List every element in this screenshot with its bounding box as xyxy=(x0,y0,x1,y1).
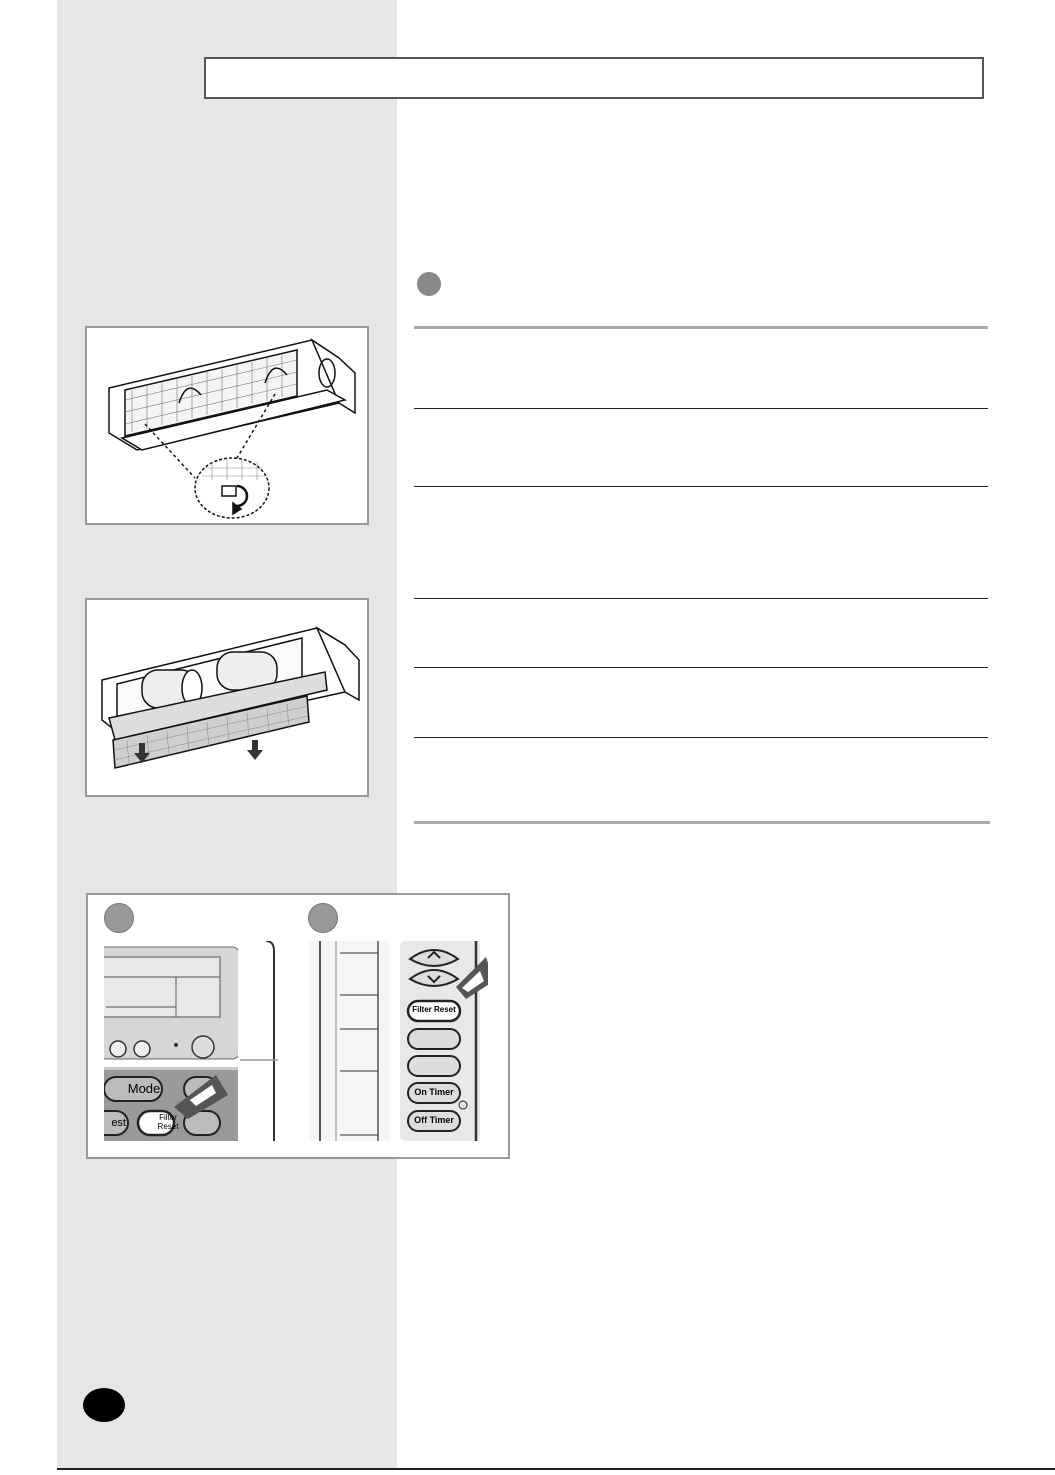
table-row-divider xyxy=(414,737,988,738)
table-row-divider xyxy=(414,408,988,409)
page-title-box xyxy=(204,57,984,99)
indoor-unit-filter-latch-illustration xyxy=(85,326,369,525)
filter-reset-top-label: Filter xyxy=(159,1113,177,1122)
table-row-divider xyxy=(414,667,988,668)
unit-filter-drawing xyxy=(87,600,369,797)
table-row-divider xyxy=(414,486,988,487)
filter-reset-button-right-label: Filter Reset xyxy=(412,1005,456,1014)
table-top-rule xyxy=(414,326,988,329)
bottom-rule xyxy=(57,1468,1055,1470)
off-timer-button-label: Off Timer xyxy=(414,1115,454,1125)
section-bullet xyxy=(417,272,441,296)
mode-button-label: Mode xyxy=(127,1081,161,1096)
indoor-unit-filter-removal-illustration xyxy=(85,598,369,797)
on-timer-button-label: On Timer xyxy=(414,1087,454,1097)
table-bottom-rule xyxy=(414,821,990,824)
unit-latch-drawing xyxy=(87,328,369,525)
remote-control-panels-figure xyxy=(86,893,510,1159)
table-row-divider xyxy=(414,598,988,599)
filter-reset-bottom-label: Reset xyxy=(157,1122,179,1131)
test-button-label: est xyxy=(111,1117,126,1129)
page-number-badge xyxy=(83,1388,125,1422)
filter-reset-button-left xyxy=(150,1113,186,1131)
